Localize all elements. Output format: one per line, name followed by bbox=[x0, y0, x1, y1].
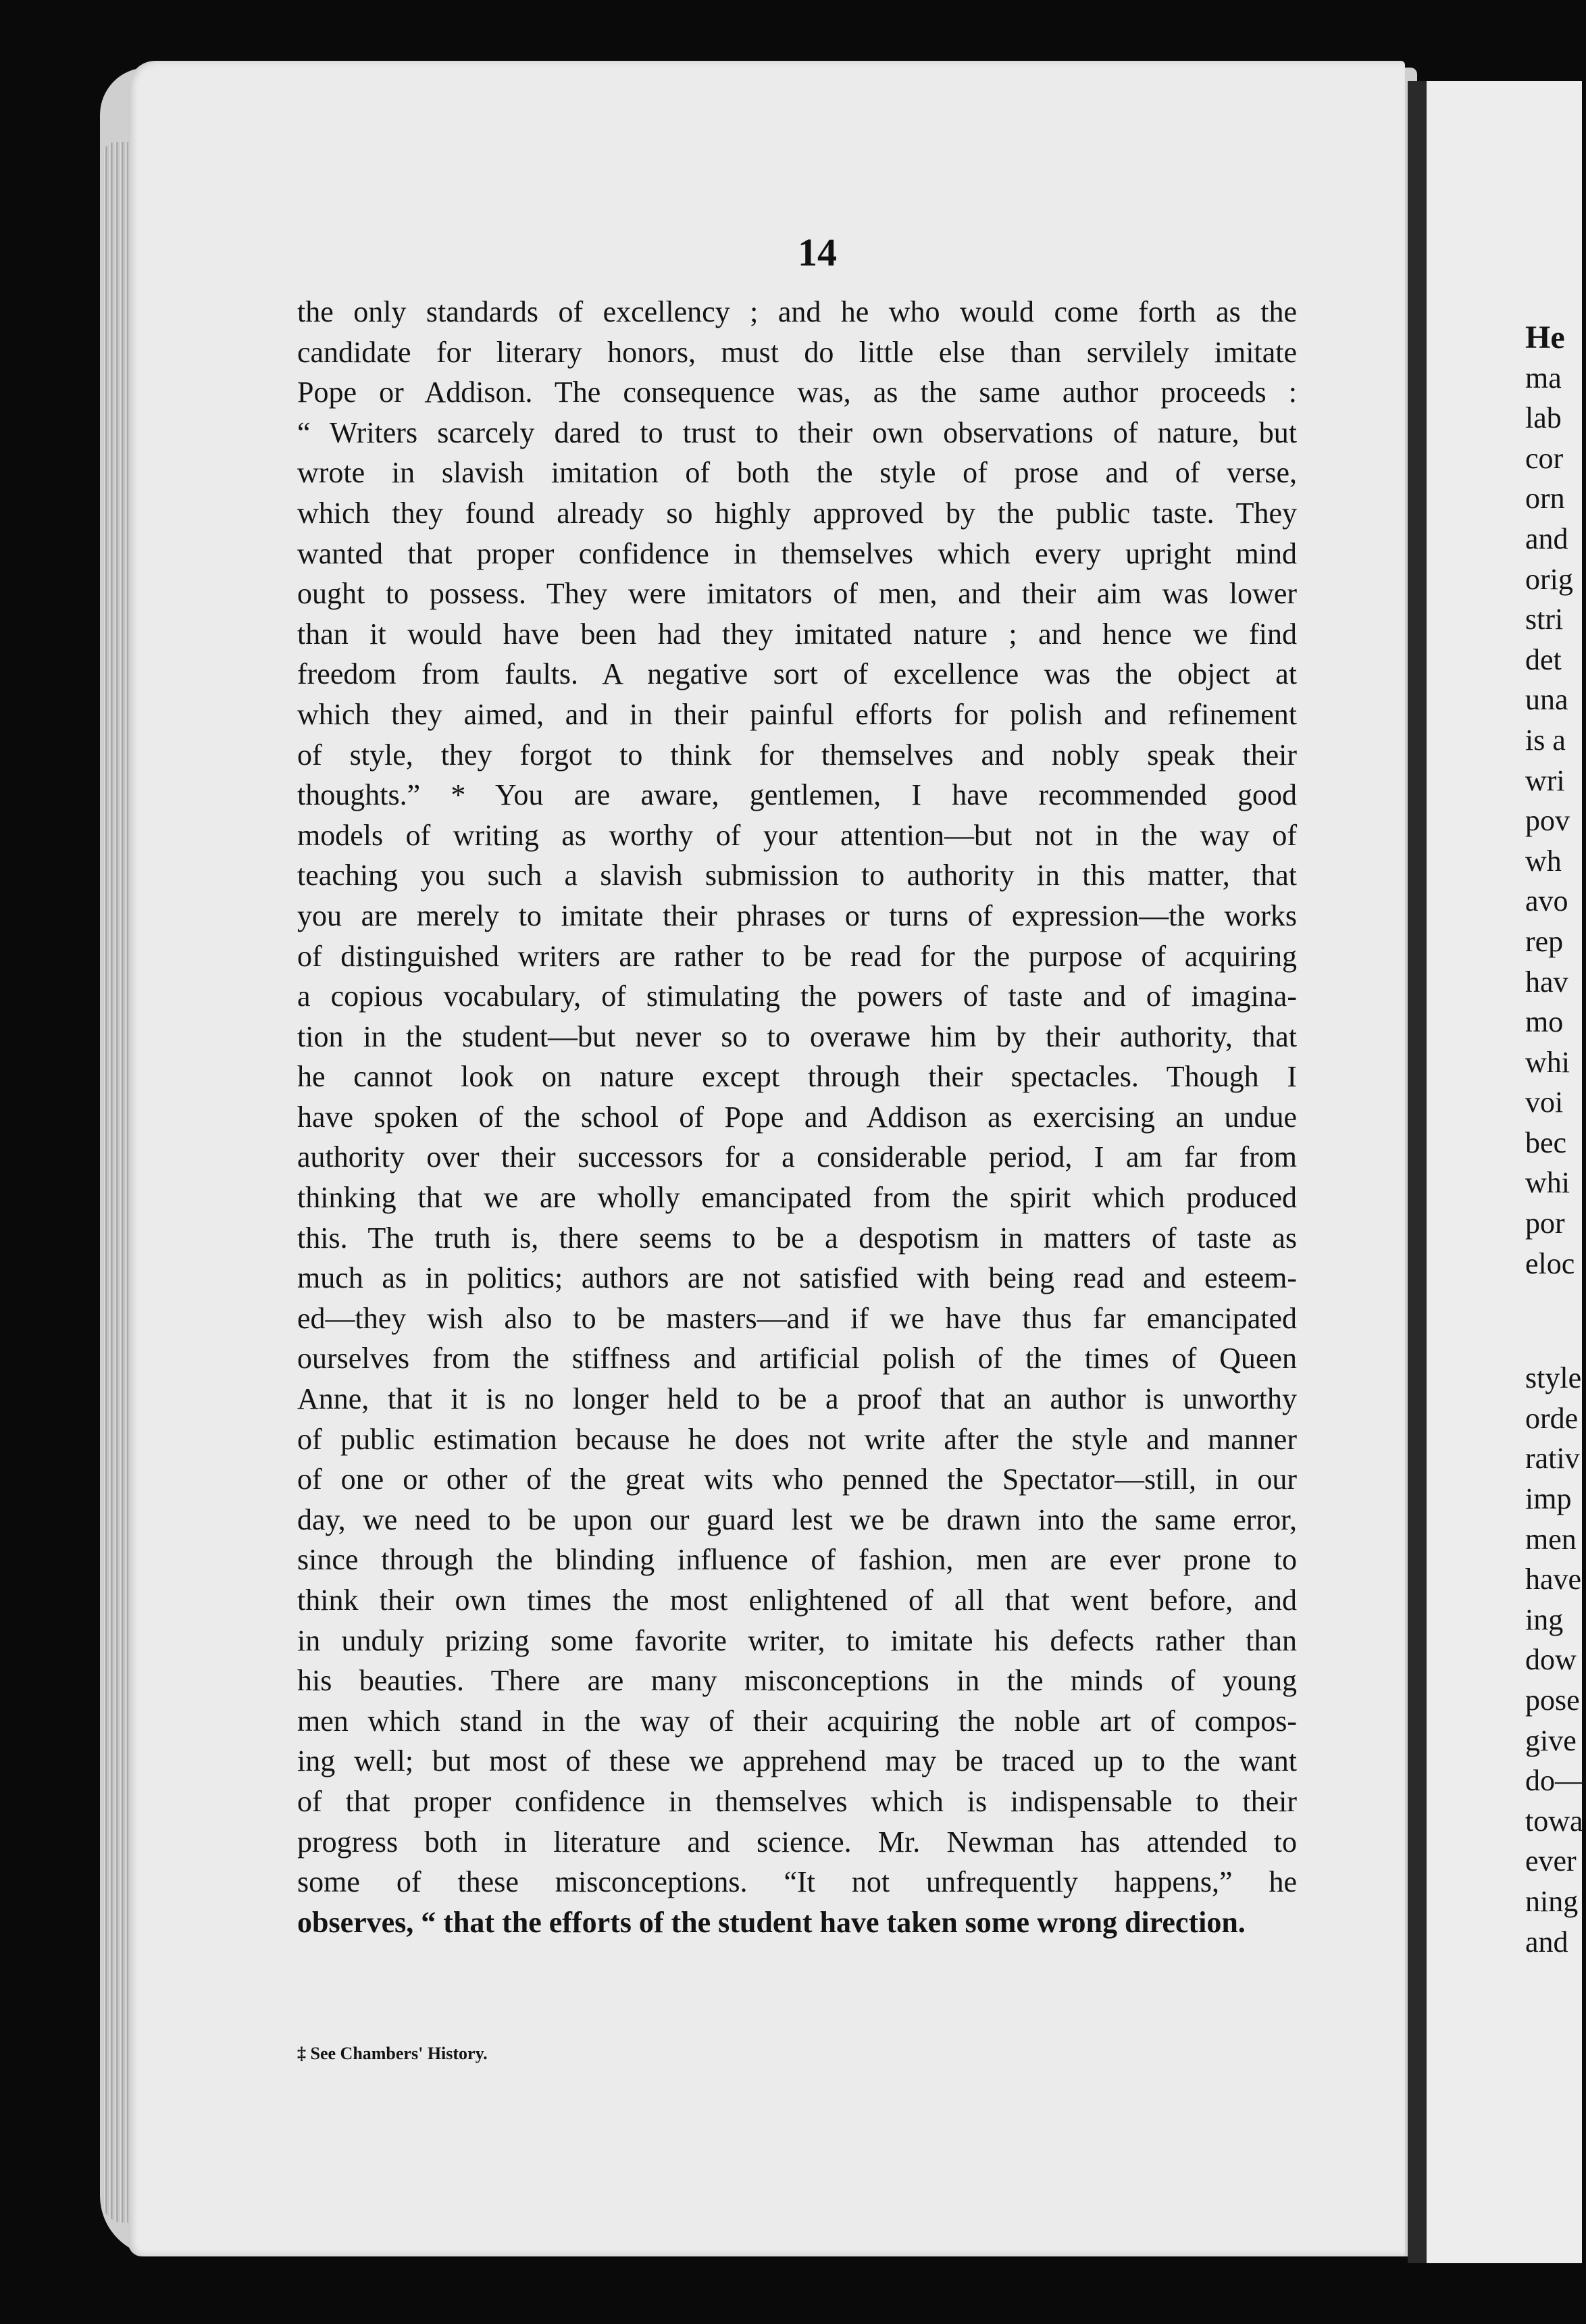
text-line: ourselves from the stiffness and artificial polish of the times of Queen bbox=[297, 1342, 1297, 1375]
facing-text-fragment: hav bbox=[1525, 965, 1568, 999]
facing-text-fragment: dow bbox=[1525, 1643, 1577, 1677]
facing-text-fragment: wri bbox=[1525, 763, 1565, 797]
text-line: Pope or Addison. The consequence was, as the same author proceeds : bbox=[297, 376, 1297, 409]
text-line: progress both in literature and science. Mr. Newman has attended to bbox=[297, 1825, 1297, 1859]
page-body-text bbox=[297, 292, 1297, 1942]
facing-text-fragment: whi bbox=[1525, 1045, 1570, 1079]
facing-text-fragment: una bbox=[1525, 683, 1568, 717]
facing-text-fragment: have bbox=[1525, 1563, 1582, 1596]
book-gutter bbox=[1408, 81, 1427, 2263]
text-line: of style, they forgot to think for themselves and nobly speak their bbox=[297, 738, 1297, 772]
facing-text-fragment: stri bbox=[1525, 603, 1564, 636]
facing-text-fragment: and bbox=[1525, 522, 1568, 555]
facing-text-fragment: is a bbox=[1525, 723, 1566, 757]
text-line: the only standards of excellency ; and he who would come forth as the bbox=[297, 295, 1297, 328]
facing-text-fragment: towa bbox=[1525, 1804, 1583, 1838]
text-line: some of these misconceptions. “It not unfrequently happens,” he bbox=[297, 1865, 1297, 1899]
facing-text-fragment: mo bbox=[1525, 1005, 1564, 1039]
text-line: ought to possess. They were imitators of men, and their aim was lower bbox=[297, 577, 1297, 611]
facing-text-fragment: and bbox=[1525, 1925, 1568, 1959]
text-line: “ Writers scarcely dared to trust to their own observations of nature, but bbox=[297, 415, 1297, 449]
facing-text-fragment: pov bbox=[1525, 804, 1570, 838]
page-number: 14 bbox=[798, 230, 837, 274]
text-line: have spoken of the school of Pope and Addison as exercising an undue bbox=[297, 1100, 1297, 1134]
text-line: tion in the student—but never so to overawe him by their authority, that bbox=[297, 1019, 1297, 1053]
facing-text-fragment: voi bbox=[1525, 1086, 1564, 1119]
facing-text-fragment: wh bbox=[1525, 844, 1562, 878]
text-line: a copious vocabulary, of stimulating the powers of taste and of imagina- bbox=[297, 980, 1297, 1013]
facing-text-gap bbox=[1525, 1284, 1586, 1358]
facing-text-fragment: det bbox=[1525, 642, 1562, 676]
text-line: freedom from faults. A negative sort of excellence was the object at bbox=[297, 657, 1297, 691]
text-line: thoughts.” * You are aware, gentlemen, I have recommended good bbox=[297, 778, 1297, 812]
facing-text-fragment: ma bbox=[1525, 361, 1562, 395]
facing-text-fragment: ning bbox=[1525, 1884, 1579, 1918]
facing-text-fragment: imp bbox=[1525, 1482, 1572, 1516]
text-line: you are merely to imitate their phrases or turns of expression—the works bbox=[297, 899, 1297, 932]
text-line: day, we need to be upon our guard lest we be drawn into the same error, bbox=[297, 1502, 1297, 1536]
text-line: of one or other of the great wits who penned the Spectator—still, in our bbox=[297, 1463, 1297, 1496]
facing-text-fragment: avo bbox=[1525, 884, 1568, 918]
text-line: authority over their successors for a considerable period, I am far from bbox=[297, 1140, 1297, 1174]
text-line: wrote in slavish imitation of both the style of prose and of verse, bbox=[297, 456, 1297, 490]
text-line: which they aimed, and in their painful efforts for polish and refinement bbox=[297, 697, 1297, 731]
facing-text-fragment: do— bbox=[1525, 1764, 1585, 1798]
facing-text-fragment: por bbox=[1525, 1207, 1565, 1240]
text-line: men which stand in the way of their acquiring the noble art of compos- bbox=[297, 1704, 1297, 1738]
text-line: Anne, that it is no longer held to be a proof that an author is unworthy bbox=[297, 1382, 1297, 1416]
text-line: which they found already so highly approved by the public taste. They bbox=[297, 496, 1297, 530]
text-line: thinking that we are wholly emancipated from the spirit which produced bbox=[297, 1181, 1297, 1215]
text-line: of public estimation because he does not write after the style and manner bbox=[297, 1422, 1297, 1456]
footnote: ‡ See Chambers' History. bbox=[297, 2044, 488, 2063]
facing-text-fragment: cor bbox=[1525, 441, 1564, 475]
facing-text-fragment: orde bbox=[1525, 1401, 1579, 1435]
facing-text-fragment: He bbox=[1525, 320, 1565, 355]
text-line: this. The truth is, there seems to be a despotism in matters of taste as bbox=[297, 1221, 1297, 1255]
text-line: wanted that proper confidence in themselves which every upright mind bbox=[297, 536, 1297, 570]
facing-text-fragment: orn bbox=[1525, 482, 1565, 515]
facing-text-fragment: whi bbox=[1525, 1166, 1570, 1200]
facing-page-fragments bbox=[1525, 318, 1586, 1962]
text-line: since through the blinding influence of fashion, men are ever prone to bbox=[297, 1543, 1297, 1577]
text-line: of that proper confidence in themselves which is indispensable to their bbox=[297, 1784, 1297, 1818]
text-line: ed—they wish also to be masters—and if we have thus far emancipated bbox=[297, 1301, 1297, 1335]
facing-text-fragment: orig bbox=[1525, 562, 1573, 596]
facing-text-fragment: rativ bbox=[1525, 1442, 1580, 1475]
text-line: models of writing as worthy of your attention—but not in the way of bbox=[297, 818, 1297, 852]
facing-text-fragment: pose bbox=[1525, 1684, 1580, 1717]
text-line: he cannot look on nature except through their spectacles. Though I bbox=[297, 1060, 1297, 1094]
facing-text-fragment: lab bbox=[1525, 401, 1562, 435]
facing-text-fragment: ever bbox=[1525, 1844, 1577, 1878]
facing-text-fragment: ing bbox=[1525, 1602, 1564, 1636]
facing-text-fragment: give bbox=[1525, 1723, 1577, 1757]
text-line: teaching you such a slavish submission to authority in this matter, that bbox=[297, 859, 1297, 892]
text-line: candidate for literary honors, must do little else than servilely imitate bbox=[297, 335, 1297, 369]
text-line: in unduly prizing some favorite writer, to imitate his defects rather than bbox=[297, 1623, 1297, 1657]
facing-text-fragment: men bbox=[1525, 1522, 1577, 1556]
facing-text-fragment: eloc bbox=[1525, 1246, 1575, 1280]
text-line: much as in politics; authors are not satisfied with being read and esteem- bbox=[297, 1261, 1297, 1295]
text-line: his beauties. There are many misconceptions in the minds of young bbox=[297, 1664, 1297, 1698]
text-line: ing well; but most of these we apprehend may be traced up to the want bbox=[297, 1744, 1297, 1778]
text-line: of distinguished writers are rather to be read for the purpose of acquiring bbox=[297, 939, 1297, 973]
text-line: than it would have been had they imitated nature ; and hence we find bbox=[297, 617, 1297, 651]
text-line: observes, “ that the efforts of the student have taken some wrong direction. bbox=[297, 1905, 1246, 1939]
facing-text-fragment: style bbox=[1525, 1361, 1582, 1395]
facing-text-fragment: bec bbox=[1525, 1126, 1567, 1159]
facing-text-fragment: rep bbox=[1525, 924, 1564, 958]
text-line: think their own times the most enlightened of all that went before, and bbox=[297, 1584, 1297, 1617]
